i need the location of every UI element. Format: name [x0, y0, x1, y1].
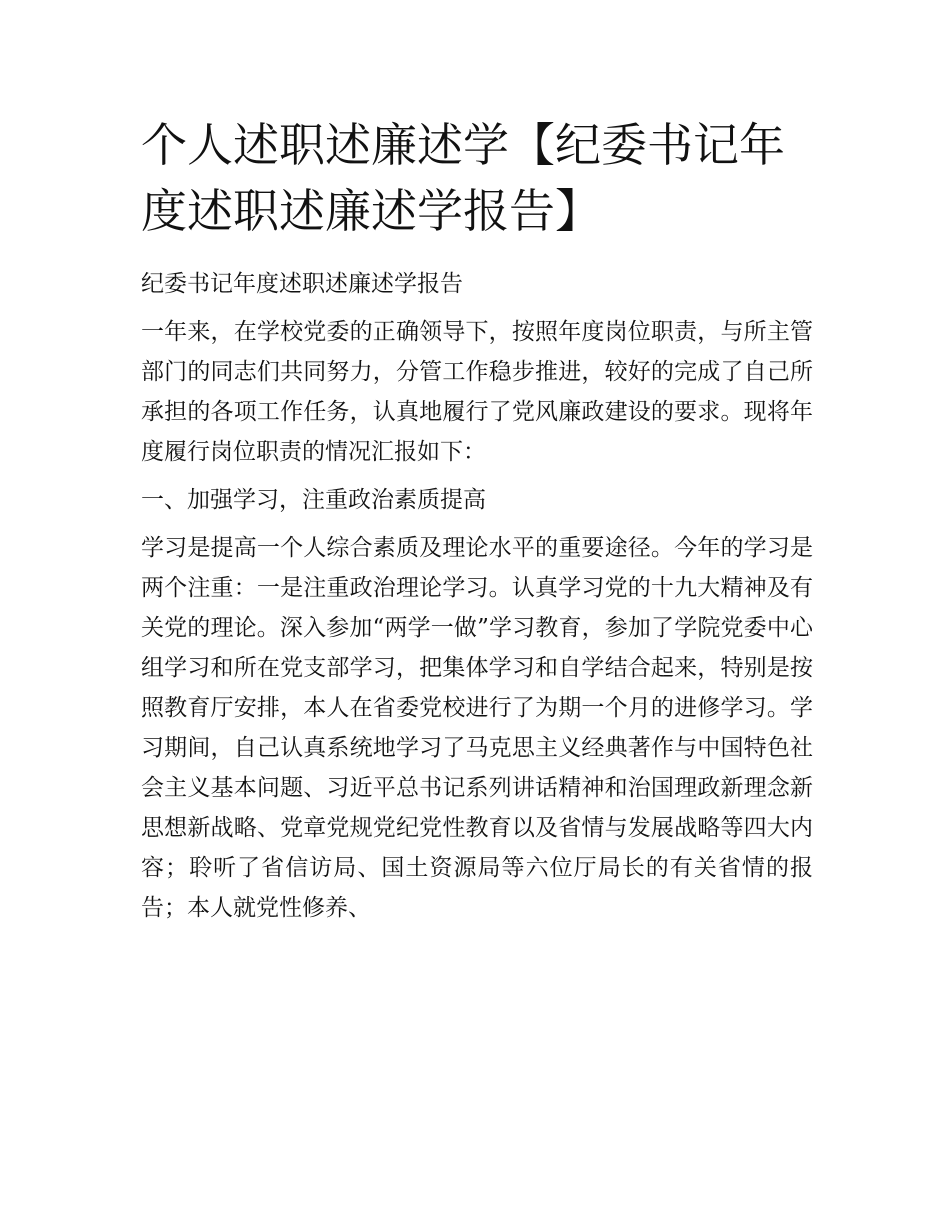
document-title: 个人述职述廉述学【纪委书记年度述职述廉述学报告】 [141, 118, 785, 238]
document-subtitle: 纪委书记年度述职述廉述学报告 [141, 271, 463, 297]
intro-paragraph: 一年来，在学校党委的正确领导下，按照年度岗位职责，与所主管部门的同志们共同努力，分管工作稳步推进，较好的完成了自己所承担的各项工作任务，认真地履行了党风廉政建设的要求。现将年度履行岗位职责的情况汇报如下： [141, 319, 813, 465]
study-paragraph: 学习是提高一个人综合素质及理论水平的重要途径。今年的学习是两个注重：一是注重政治理论学习。认真学习党的十九大精神及有关党的理论。深入参加“两学一做”学习教育，参加了学院党委中心组学习和所在党支部学习，把集体学习和自学结合起来，特别是按照教育厅安排，本人在省委党校进行了为期一个月的进修学习。学习期间，自己认真系统地学习了马克思主义经典著作与中国特色社会主义基本问题、习近平总书记系列讲话精神和治国理政新理念新思想新战略、党章党规党纪党性教育以及省情与发展战略等四大内容；聆听了省信访局、国土资源局等六位厅局长的有关省情的报告；本人就党性修养、 [141, 535, 813, 921]
section-heading: 一、加强学习，注重政治素质提高 [141, 487, 486, 513]
document-page [141, 112, 813, 928]
